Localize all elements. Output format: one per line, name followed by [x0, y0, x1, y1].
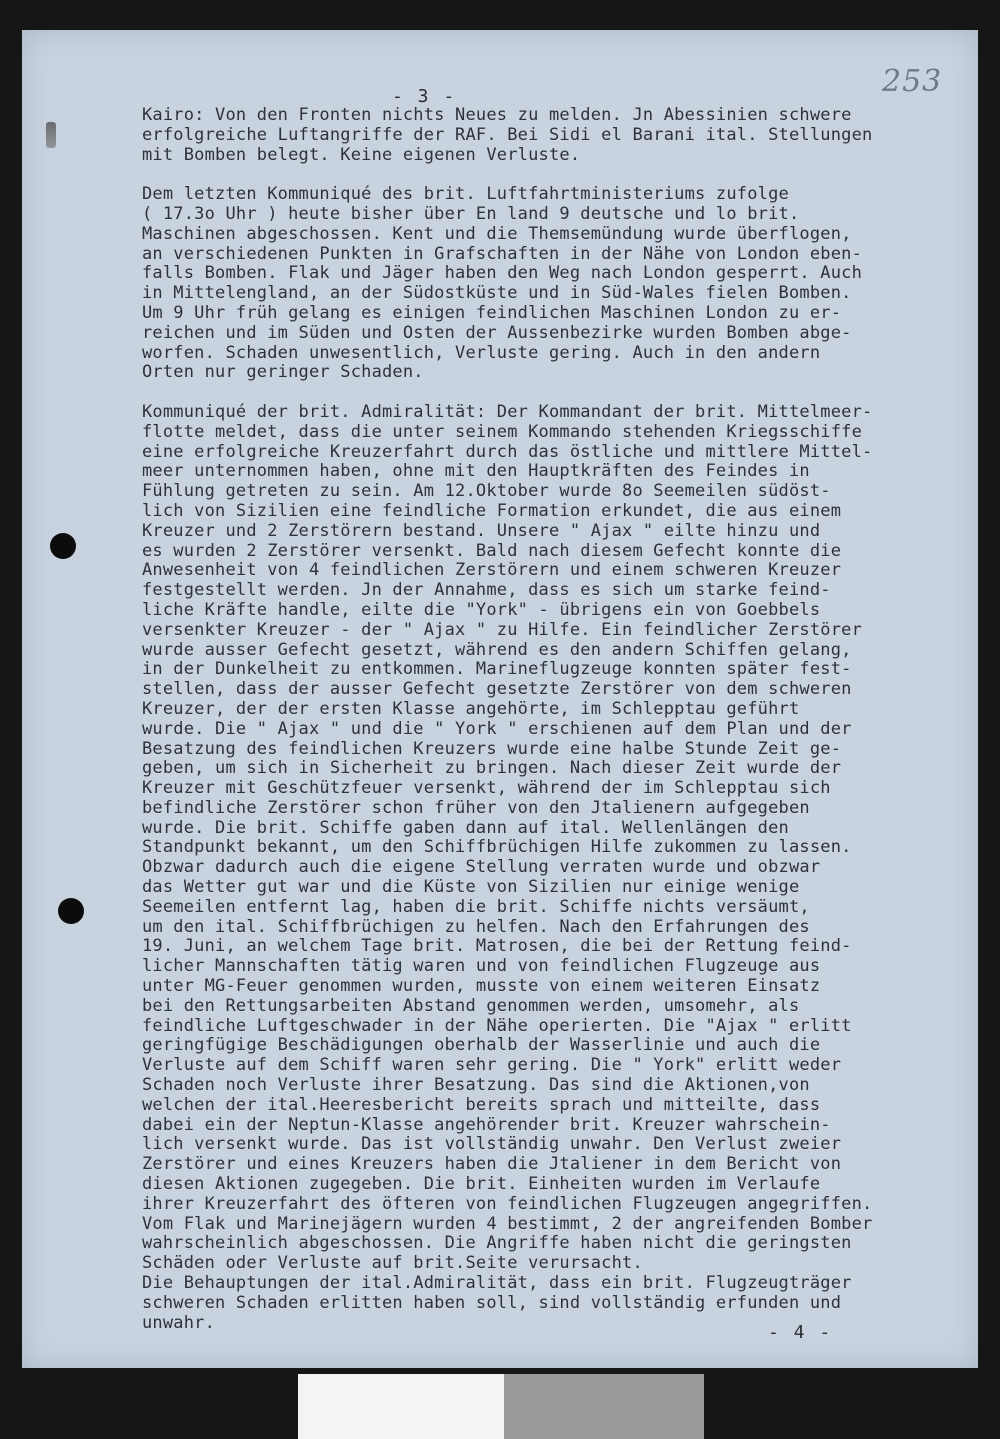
text-line: wurde ausser Gefecht gesetzt, während es den andern Schiffen gelang, [142, 639, 852, 660]
text-line: unter MG-Feuer genommen wurden, musste von einem weiteren Einsatz [142, 976, 821, 997]
text-line: wurde. Die " Ajax " und die " York " erschienen auf dem Plan und der [142, 718, 852, 739]
staple-mark [46, 122, 56, 148]
text-line: das Wetter gut war und die Küste von Sizilien nur einige wenige [142, 877, 800, 898]
text-line: 19. Juni, an welchem Tage brit. Matrosen, die bei der Rettung feind- [142, 936, 852, 957]
text-line: wurde. Die brit. Schiffe gaben dann auf ital. Wellenlängen den [142, 817, 789, 838]
text-line: erfolgreiche Luftangriffe der RAF. Bei Sidi el Barani ital. Stellungen [142, 124, 873, 145]
text-line: Orten nur geringer Schaden. [142, 362, 424, 383]
text-line: Kreuzer und 2 Zerstörern bestand. Unsere " Ajax " eilte hinzu und [142, 520, 821, 541]
text-line: ihrer Kreuzerfahrt des öfteren von feindlichen Flugzeugen angegriffen. [142, 1193, 873, 1214]
text-line: Die Behauptungen der ital.Admiralität, dass ein brit. Flugzeugträger [142, 1273, 852, 1294]
text-line: Kairo: Von den Fronten nichts Neues zu melden. Jn Abessinien schwere [142, 105, 852, 125]
text-line: meer unternommen haben, ohne mit den Hauptkräften des Feindes in [142, 461, 810, 482]
text-line: Um 9 Uhr früh gelang es einigen feindlichen Maschinen London zu er- [142, 302, 842, 323]
text-line: diesen Aktionen zugegeben. Die brit. Einheiten wurden im Verlaufe [142, 1174, 821, 1195]
text-line: versenkter Kreuzer - der " Ajax " zu Hilfe. Ein feindlicher Zerstörer [142, 619, 863, 640]
text-line: lich von Sizilien eine feindliche Formation erkundet, die aus einem [142, 500, 842, 521]
text-line: worfen. Schaden unwesentlich, Verluste gering. Auch in den andern [142, 342, 821, 363]
text-line: falls Bomben. Flak und Jäger haben den Weg nach London gesperrt. Auch [142, 263, 863, 284]
text-line: reichen und im Süden und Osten der Aussenbezirke wurden Bomben abge- [142, 322, 852, 343]
text-line: wahrscheinlich abgeschossen. Die Angriffe haben nicht die geringsten [142, 1233, 852, 1254]
text-line: dabei ein der Neptun-Klasse angehörender brit. Kreuzer wahrschein- [142, 1114, 831, 1135]
text-line: geben, um sich in Sicherheit zu bringen. Nach dieser Zeit wurde der [142, 758, 842, 779]
punch-hole-upper [50, 533, 76, 559]
text-line: in der Dunkelheit zu entkommen. Marineflugzeuge konnten später fest- [142, 659, 852, 680]
folio-number: 253 [882, 64, 943, 99]
document-sheet [22, 30, 978, 1368]
text-line: feindliche Luftgeschwader in der Nähe operierten. Die "Ajax " erlitt [142, 1015, 852, 1036]
text-line: lich versenkt wurde. Das ist vollständig unwahr. Den Verlust zweier [142, 1134, 842, 1155]
text-line: Dem letzten Kommuniqué des brit. Luftfahrtministeriums zufolge [142, 184, 789, 205]
text-line: licher Mannschaften tätig waren und von feindlichen Flugzeuge aus [142, 956, 821, 977]
color-calibration-white [298, 1374, 504, 1439]
text-line: flotte meldet, dass die unter seinem Kommando stehenden Kriegsschiffe [142, 421, 863, 442]
text-line: es wurden 2 Zerstörer versenkt. Bald nach diesem Gefecht konnte die [142, 540, 842, 561]
text-line: geringfügige Beschädigungen oberhalb der Wasserlinie und auch die [142, 1035, 821, 1056]
punch-hole-lower [58, 898, 84, 924]
text-line: Obzwar dadurch auch die eigene Stellung verraten wurde und obzwar [142, 857, 821, 878]
text-line: Besatzung des feindlichen Kreuzers wurde eine halbe Stunde Zeit ge- [142, 738, 842, 759]
text-line: unwahr. [142, 1312, 216, 1333]
text-line: Vom Flak und Marinejägern wurden 4 bestimmt, 2 der angreifenden Bomber [142, 1213, 873, 1234]
text-line: an verschiedenen Punkten in Grafschaften in der Nähe von London eben- [142, 243, 863, 264]
text-line: Seemeilen entfernt lag, haben die brit. Schiffe nichts versäumt, [142, 896, 810, 917]
text-line: Schäden oder Verluste auf brit.Seite verursacht. [142, 1253, 643, 1274]
text-line: mit Bomben belegt. Keine eigenen Verluste. [142, 144, 581, 165]
text-line: Zerstörer und eines Kreuzers haben die Jtaliener in dem Bericht von [142, 1154, 842, 1175]
paragraph [142, 403, 982, 1333]
text-line: Maschinen abgeschossen. Kent und die Themsemündung wurde überflogen, [142, 223, 852, 244]
text-line: welchen der ital.Heeresbericht bereits sprach und mitteilte, dass [142, 1094, 821, 1115]
text-line: in Mittelengland, an der Südostküste und in Süd-Wales fielen Bomben. [142, 283, 852, 304]
text-line: Kommuniqué der brit. Admiralität: Der Kommandant der brit. Mittelmeer- [142, 401, 873, 422]
page-number: - 3 - [392, 86, 457, 107]
text-line: eine erfolgreiche Kreuzerfahrt durch das östliche und mittlere Mittel- [142, 441, 873, 462]
text-line: Fühlung getreten zu sein. Am 12.Oktober wurde 8o Seemeilen südöst- [142, 481, 831, 502]
text-line: um den ital. Schiffbrüchigen zu helfen. Nach den Erfahrungen des [142, 916, 810, 937]
paragraph [142, 106, 982, 165]
text-line: befindliche Zerstörer schon früher von den Jtalienern aufgegeben [142, 797, 810, 818]
text-line: bei den Rettungsarbeiten Abstand genommen werden, umsomehr, als [142, 995, 800, 1016]
paragraph [142, 185, 982, 383]
text-line: Verluste auf dem Schiff waren sehr gering. Die " York" erlitt weder [142, 1055, 842, 1076]
text-line: Kreuzer, der der ersten Klasse angehörte, im Schlepptau geführt [142, 698, 800, 719]
text-line: stellen, dass der ausser Gefecht gesetzte Zerstörer von dem schweren [142, 679, 852, 700]
text-line: ( 17.3o Uhr ) heute bisher über En land 9 deutsche und lo brit. [142, 203, 800, 224]
text-line: Schaden noch Verluste ihrer Besatzung. Das sind die Aktionen,von [142, 1075, 810, 1096]
typed-body [142, 106, 982, 1353]
text-line: schweren Schaden erlitten haben soll, sind vollständig erfunden und [142, 1292, 842, 1313]
text-line: Standpunkt bekannt, um den Schiffbrüchigen Hilfe zukommen zu lassen. [142, 837, 852, 858]
color-calibration-gray [504, 1374, 704, 1439]
text-line: Anwesenheit von 4 feindlichen Zerstörern und einem schweren Kreuzer [142, 560, 842, 581]
text-line: festgestellt werden. Jn der Annahme, dass es sich um starke feind- [142, 580, 831, 601]
text-line: liche Kräfte handle, eilte die "York" - übrigens ein von Goebbels [142, 599, 821, 620]
catchword-next-page: - 4 - [768, 1322, 833, 1343]
text-line: Kreuzer mit Geschützfeuer versenkt, während der im Schlepptau sich [142, 778, 831, 799]
